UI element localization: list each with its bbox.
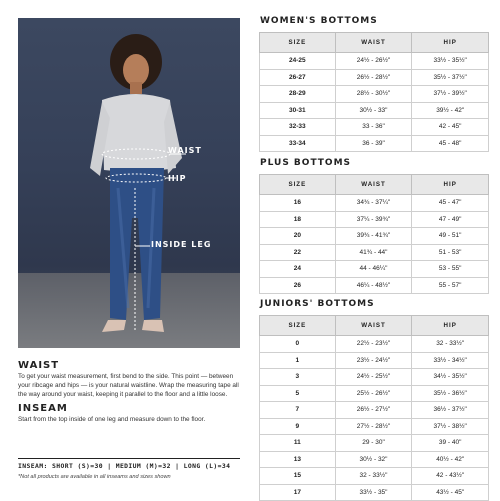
table-cell: 33½ - 34½" [412,352,489,369]
waist-heading: WAIST [18,360,60,371]
column-header: SIZE [260,316,336,336]
table-row [260,211,489,228]
table-cell: 15 [260,468,336,485]
table-cell: 39¾ - 41¾" [335,228,412,245]
table-cell: 46¼ - 48½" [335,277,412,294]
table-cell: 42 - 45" [412,119,489,136]
table-cell: 25½ - 26½" [335,385,412,402]
table-cell: 7 [260,402,336,419]
table-row [260,261,489,278]
column-header: WAIST [335,175,412,195]
column-header: HIP [412,175,489,195]
table-cell: 35½ - 36½" [412,385,489,402]
table-cell: 17 [260,484,336,501]
table-cell: 51 - 53" [412,244,489,261]
table-row [260,468,489,485]
table-cell: 22½ - 23½" [335,336,412,353]
table-row [260,451,489,468]
table-cell: 44 - 46¼" [335,261,412,278]
table-cell: 18 [260,211,336,228]
table-cell: 11 [260,435,336,452]
measurement-instructions [18,360,243,424]
table-cell: 32 - 33½" [335,468,412,485]
inseam-heading: INSEAM [18,403,68,414]
table-row [260,484,489,501]
column-header: SIZE [260,175,336,195]
table-cell: 0 [260,336,336,353]
table-cell: 33½ - 35½" [412,53,489,70]
table-cell: 3 [260,369,336,386]
table-row [260,86,489,103]
availability-footnote: *Not all products are available in all inseams and sizes shown [18,474,171,480]
table-cell: 55 - 57" [412,277,489,294]
table-cell: 1 [260,352,336,369]
juniors-size-table [259,315,489,501]
table-cell: 37½ - 39½" [412,86,489,103]
table-cell: 37½ - 38½" [412,418,489,435]
table-cell: 34¾ - 37¼" [335,195,412,212]
table-cell: 30½ - 32" [335,451,412,468]
column-header: HIP [412,316,489,336]
plus-bottoms-title: PLUS BOTTOMS [260,158,352,168]
table-cell: 41¾ - 44" [335,244,412,261]
table-cell: 40½ - 42" [412,451,489,468]
table-cell: 26-27 [260,69,336,86]
table-row [260,195,489,212]
womens-size-table [259,32,489,152]
table-cell: 24½ - 26½" [335,53,412,70]
table-cell: 30-31 [260,102,336,119]
column-header: WAIST [335,316,412,336]
table-cell: 45 - 48" [412,135,489,152]
table-cell: 36½ - 37½" [412,402,489,419]
table-cell: 45 - 47" [412,195,489,212]
plus-size-table [259,174,489,294]
table-cell: 26½ - 27½" [335,402,412,419]
table-cell: 42 - 43½" [412,468,489,485]
table-cell: 33 - 36" [335,119,412,136]
juniors-bottoms-title: JUNIORS' BOTTOMS [260,299,375,309]
table-cell: 36 - 39" [335,135,412,152]
table-cell: 22 [260,244,336,261]
table-row [260,53,489,70]
table-cell: 53 - 55" [412,261,489,278]
table-cell: 49 - 51" [412,228,489,245]
column-header: WAIST [335,33,412,53]
table-cell: 34½ - 35½" [412,369,489,386]
table-cell: 33½ - 35" [335,484,412,501]
table-cell: 39 - 40" [412,435,489,452]
table-cell: 27½ - 28½" [335,418,412,435]
inseam-lengths: INSEAM: SHORT (S)=30 | MEDIUM (M)=32 | LONG (L)=34 [18,462,231,470]
table-row [260,277,489,294]
table-row [260,402,489,419]
table-cell: 5 [260,385,336,402]
table-cell: 32-33 [260,119,336,136]
inside-leg-guide-label: INSIDE LEG [151,240,212,249]
table-cell: 24-25 [260,53,336,70]
table-cell: 30½ - 33" [335,102,412,119]
table-cell: 26½ - 28½" [335,69,412,86]
inseam-instructions: Start from the top inside of one leg and measure down to the floor. [18,416,206,423]
table-cell: 16 [260,195,336,212]
table-row [260,69,489,86]
hip-guide-label: HIP [168,174,187,183]
table-cell: 37¼ - 39¾" [335,211,412,228]
table-row [260,119,489,136]
column-header: HIP [412,33,489,53]
table-cell: 23½ - 24½" [335,352,412,369]
model-photo [18,18,240,348]
table-cell: 33-34 [260,135,336,152]
table-row [260,244,489,261]
column-header: SIZE [260,33,336,53]
table-row [260,135,489,152]
inseam-divider [18,458,240,459]
table-row [260,352,489,369]
table-cell: 24½ - 25½" [335,369,412,386]
table-cell: 39½ - 42" [412,102,489,119]
womens-bottoms-title: WOMEN'S BOTTOMS [260,16,378,26]
table-cell: 13 [260,451,336,468]
table-cell: 24 [260,261,336,278]
table-cell: 35½ - 37½" [412,69,489,86]
table-cell: 20 [260,228,336,245]
table-row [260,102,489,119]
table-row [260,228,489,245]
model-figure [18,18,240,348]
table-row [260,369,489,386]
table-row [260,336,489,353]
table-row [260,435,489,452]
table-cell: 28-29 [260,86,336,103]
table-cell: 29 - 30" [335,435,412,452]
waist-instructions: To get your waist measurement, first bend to the side. This point — between your ribcage and hips — is your natural waistline. Wrap the measuring tape all the way around your waist, keeping it parallel to the floor and a little loose. [18,373,239,398]
table-row [260,385,489,402]
table-cell: 43½ - 45" [412,484,489,501]
table-row [260,418,489,435]
table-cell: 9 [260,418,336,435]
table-cell: 47 - 49" [412,211,489,228]
waist-guide-label: WAIST [168,146,202,155]
table-cell: 28½ - 30½" [335,86,412,103]
table-cell: 26 [260,277,336,294]
table-cell: 32 - 33½" [412,336,489,353]
